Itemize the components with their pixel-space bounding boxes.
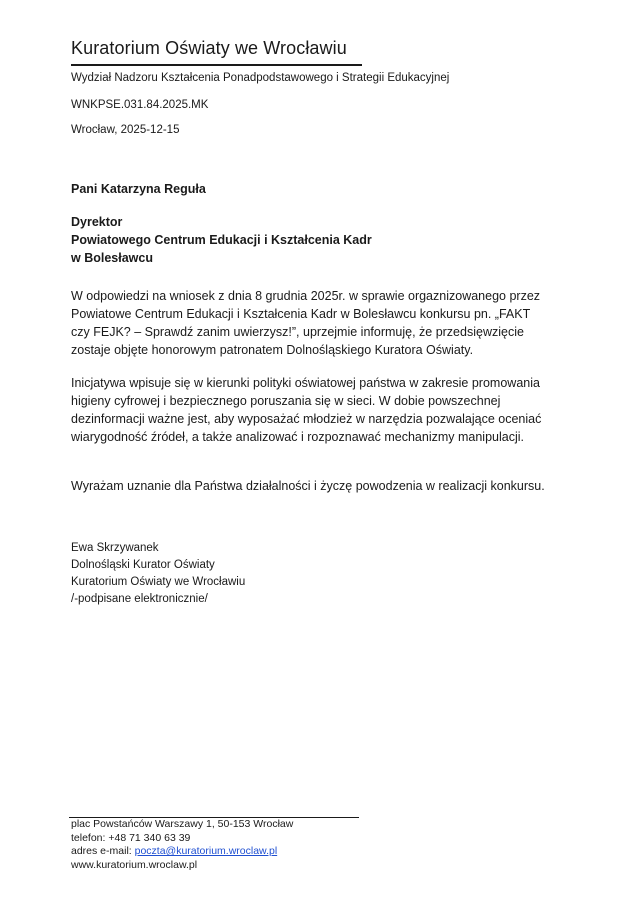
recipient-organization: Powiatowego Centrum Edukacji i Kształcenia Kadr (71, 233, 372, 247)
signature-note: /-podpisane elektronicznie/ (71, 593, 208, 605)
institution-title: Kuratorium Oświaty we Wrocławiu (71, 38, 347, 58)
email-link[interactable]: poczta@kuratorium.wroclaw.pl (134, 845, 278, 857)
recipient-location: w Bolesławcu (71, 251, 153, 265)
footer-address: plac Powstańców Warszawy 1, 50-153 Wrocław (71, 818, 294, 830)
footer-email-row (71, 845, 293, 859)
paragraph-line: higieny cyfrowej i bezpiecznego poruszania się w sieci. W dobie powszechnej (71, 394, 501, 408)
paragraph-line: Inicjatywa wpisuje się w kierunki polityki oświatowej państwa w zakresie promowania (71, 376, 540, 390)
footer-email-label: adres e-mail: (71, 845, 135, 857)
paragraph-line: zostaje objęte honorowym patronatem Dolnośląskiego Kuratora Oświaty. (71, 343, 474, 357)
footer-phone: telefon: +48 71 340 63 39 (71, 831, 191, 844)
paragraph-line: Powiatowe Centrum Edukacji i Kształcenia Kadr w Bolesławcu konkursu pn. „FAKT (71, 307, 531, 321)
paragraph-line: W odpowiedzi na wniosek z dnia 8 grudnia 2025r. w sprawie orgaznizowanego przez (71, 289, 541, 303)
reference-number: WNKPSE.031.84.2025.MK (71, 99, 209, 111)
header-divider (71, 64, 362, 66)
signatory-title: Dolnośląski Kurator Oświaty (71, 559, 215, 571)
footer-website: www.kuratorium.wroclaw.pl (71, 858, 198, 871)
paragraph-line: dezinformacji ważne jest, aby wyposażać młodzież w narzędzia pozwalające oceniać (71, 412, 542, 426)
department-name: Wydział Nadzoru Kształcenia Ponadpodstawowego i Strategii Edukacyjnej (71, 72, 450, 84)
signatory-institution: Kuratorium Oświaty we Wrocławiu (71, 576, 246, 588)
paragraph-patronage (71, 287, 571, 359)
footer-contact (71, 818, 293, 872)
recipient-position: Dyrektor (71, 215, 123, 229)
paragraph-initiative (71, 374, 571, 446)
paragraph-closing (71, 477, 571, 495)
signatory-name: Ewa Skrzywanek (71, 542, 159, 554)
recipient-name: Pani Katarzyna Reguła (71, 182, 206, 196)
place-and-date: Wrocław, 2025-12-15 (71, 124, 180, 136)
signature-block (71, 540, 245, 608)
paragraph-line: czy FEJK? – Sprawdź zanim uwierzysz!”, uprzejmie informuję, że przedsięwzięcie (71, 325, 524, 339)
paragraph-line: wiarygodność źródeł, a także analizować i rozpoznawać mechanizmy manipulacji. (71, 430, 524, 444)
paragraph-line: Wyrażam uznanie dla Państwa działalności i życzę powodzenia w realizacji konkursu. (71, 479, 545, 493)
